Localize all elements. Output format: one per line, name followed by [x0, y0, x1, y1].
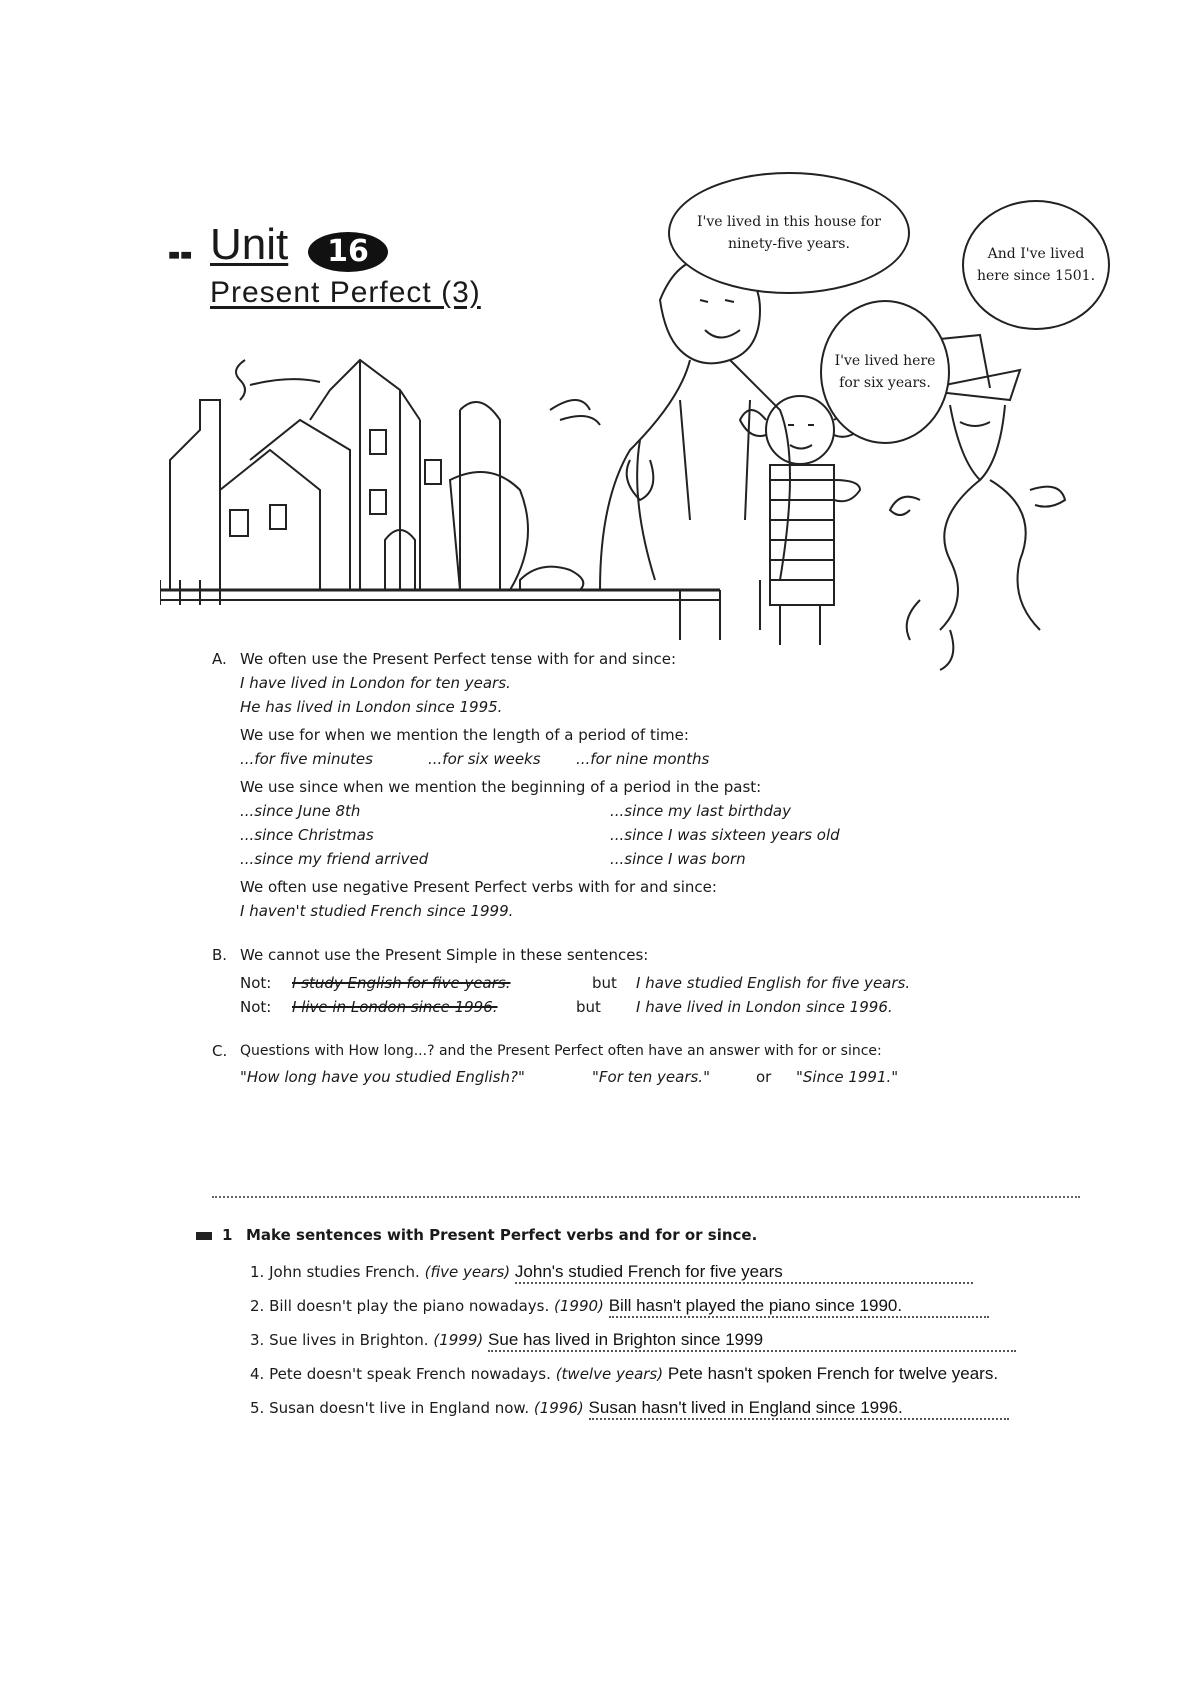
- exercise-item: [250, 1296, 989, 1318]
- but-label: but: [592, 974, 617, 992]
- exercise-item: [250, 1364, 998, 1384]
- speech-text-old-man: I've lived in this house for ninety-five years.: [697, 214, 881, 252]
- not-label: Not:: [240, 998, 272, 1016]
- speech-bubble-girl: [820, 300, 950, 444]
- illustration: [160, 160, 1100, 700]
- since-example: ...since Christmas: [240, 826, 374, 844]
- but-label: but: [576, 998, 601, 1016]
- for-example: ...for five minutes: [240, 750, 373, 768]
- item-prompt: Susan doesn't live in England now.: [269, 1399, 530, 1417]
- item-number: 5.: [250, 1399, 265, 1417]
- item-prompt: Pete doesn't speak French nowadays.: [269, 1365, 551, 1383]
- item-hint: (1996): [533, 1399, 584, 1417]
- unit-subtitle: Present Perfect (3): [210, 276, 481, 309]
- old-man-drawing: [600, 258, 790, 640]
- wrong-example: I study English for five years.: [292, 974, 511, 992]
- item-number: 3.: [250, 1331, 265, 1349]
- since-rule: We use since when we mention the beginning of a period in the past:: [240, 778, 762, 796]
- answer-example: "For ten years.": [592, 1068, 710, 1086]
- section-b-label: B.: [212, 946, 228, 964]
- item-hint: (five years): [424, 1263, 511, 1281]
- speech-text-girl: I've lived here for six years.: [834, 353, 936, 391]
- item-prompt: John studies French.: [269, 1263, 420, 1281]
- item-answer[interactable]: John's studied French for five years: [515, 1262, 973, 1284]
- exercise-instruction: Make sentences with Present Perfect verbs and for or since.: [246, 1226, 758, 1244]
- exercise-item: [250, 1262, 973, 1284]
- item-answer[interactable]: Bill hasn't played the piano since 1990.: [609, 1296, 989, 1318]
- unit-marker: ╍: [168, 233, 193, 279]
- answer-example: "Since 1991.": [796, 1068, 899, 1086]
- since-example: ...since my friend arrived: [240, 850, 429, 868]
- since-example: ...since I was sixteen years old: [610, 826, 840, 844]
- section-c-intro: Questions with How long...? and the Present Perfect often have an answer with for or since:: [240, 1043, 882, 1059]
- for-example: ...for six weeks: [428, 750, 541, 768]
- item-answer[interactable]: Susan hasn't lived in England since 1996.: [589, 1398, 1009, 1420]
- speech-bubble-old-man: [668, 172, 910, 294]
- since-example: ...since my last birthday: [610, 802, 791, 820]
- exercise-item: [250, 1330, 1016, 1352]
- section-divider: [212, 1196, 1080, 1198]
- item-hint: (twelve years): [555, 1365, 664, 1383]
- negative-rule: We often use negative Present Perfect verbs with for and since:: [240, 878, 717, 896]
- item-prompt: Sue lives in Brighton.: [269, 1331, 429, 1349]
- item-hint: (1999): [433, 1331, 484, 1349]
- item-prompt: Bill doesn't play the piano nowadays.: [269, 1297, 550, 1315]
- correct-example: I have lived in London since 1996.: [636, 998, 893, 1016]
- section-a-example-2: He has lived in London since 1995.: [240, 698, 503, 716]
- exercise-number: 1: [222, 1226, 233, 1244]
- item-answer[interactable]: Sue has lived in Brighton since 1999: [488, 1330, 1016, 1352]
- wrong-example: I live in London since 1996.: [292, 998, 498, 1016]
- question-example: "How long have you studied English?": [240, 1068, 525, 1086]
- item-hint: (1990): [554, 1297, 604, 1315]
- not-label: Not:: [240, 974, 272, 992]
- since-example: ...since June 8th: [240, 802, 361, 820]
- speech-text-ghost: And I've lived here since 1501.: [976, 246, 1096, 284]
- village-drawing: [160, 360, 720, 605]
- item-answer[interactable]: Pete hasn't spoken French for twelve years.: [667, 1364, 999, 1383]
- section-a-label: A.: [212, 650, 227, 668]
- correct-example: I have studied English for five years.: [636, 974, 911, 992]
- speech-bubble-ghost: [962, 200, 1110, 330]
- section-a-intro: We often use the Present Perfect tense with for and since:: [240, 650, 677, 668]
- for-rule: We use for when we mention the length of a period of time:: [240, 726, 689, 744]
- for-example: ...for nine months: [576, 750, 710, 768]
- unit-number-badge: 16: [308, 232, 388, 272]
- section-b-intro: We cannot use the Present Simple in these sentences:: [240, 946, 649, 964]
- item-number: 2.: [250, 1297, 265, 1315]
- negative-example: I haven't studied French since 1999.: [240, 902, 514, 920]
- item-number: 1.: [250, 1263, 265, 1281]
- exercise-marker: [196, 1232, 212, 1240]
- section-c-label: C.: [212, 1042, 228, 1060]
- item-number: 4.: [250, 1365, 265, 1383]
- exercise-item: [250, 1398, 1009, 1420]
- or-label: or: [756, 1068, 772, 1086]
- section-a-example-1: I have lived in London for ten years.: [240, 674, 511, 692]
- unit-title: Unit: [210, 220, 289, 269]
- since-example: ...since I was born: [610, 850, 746, 868]
